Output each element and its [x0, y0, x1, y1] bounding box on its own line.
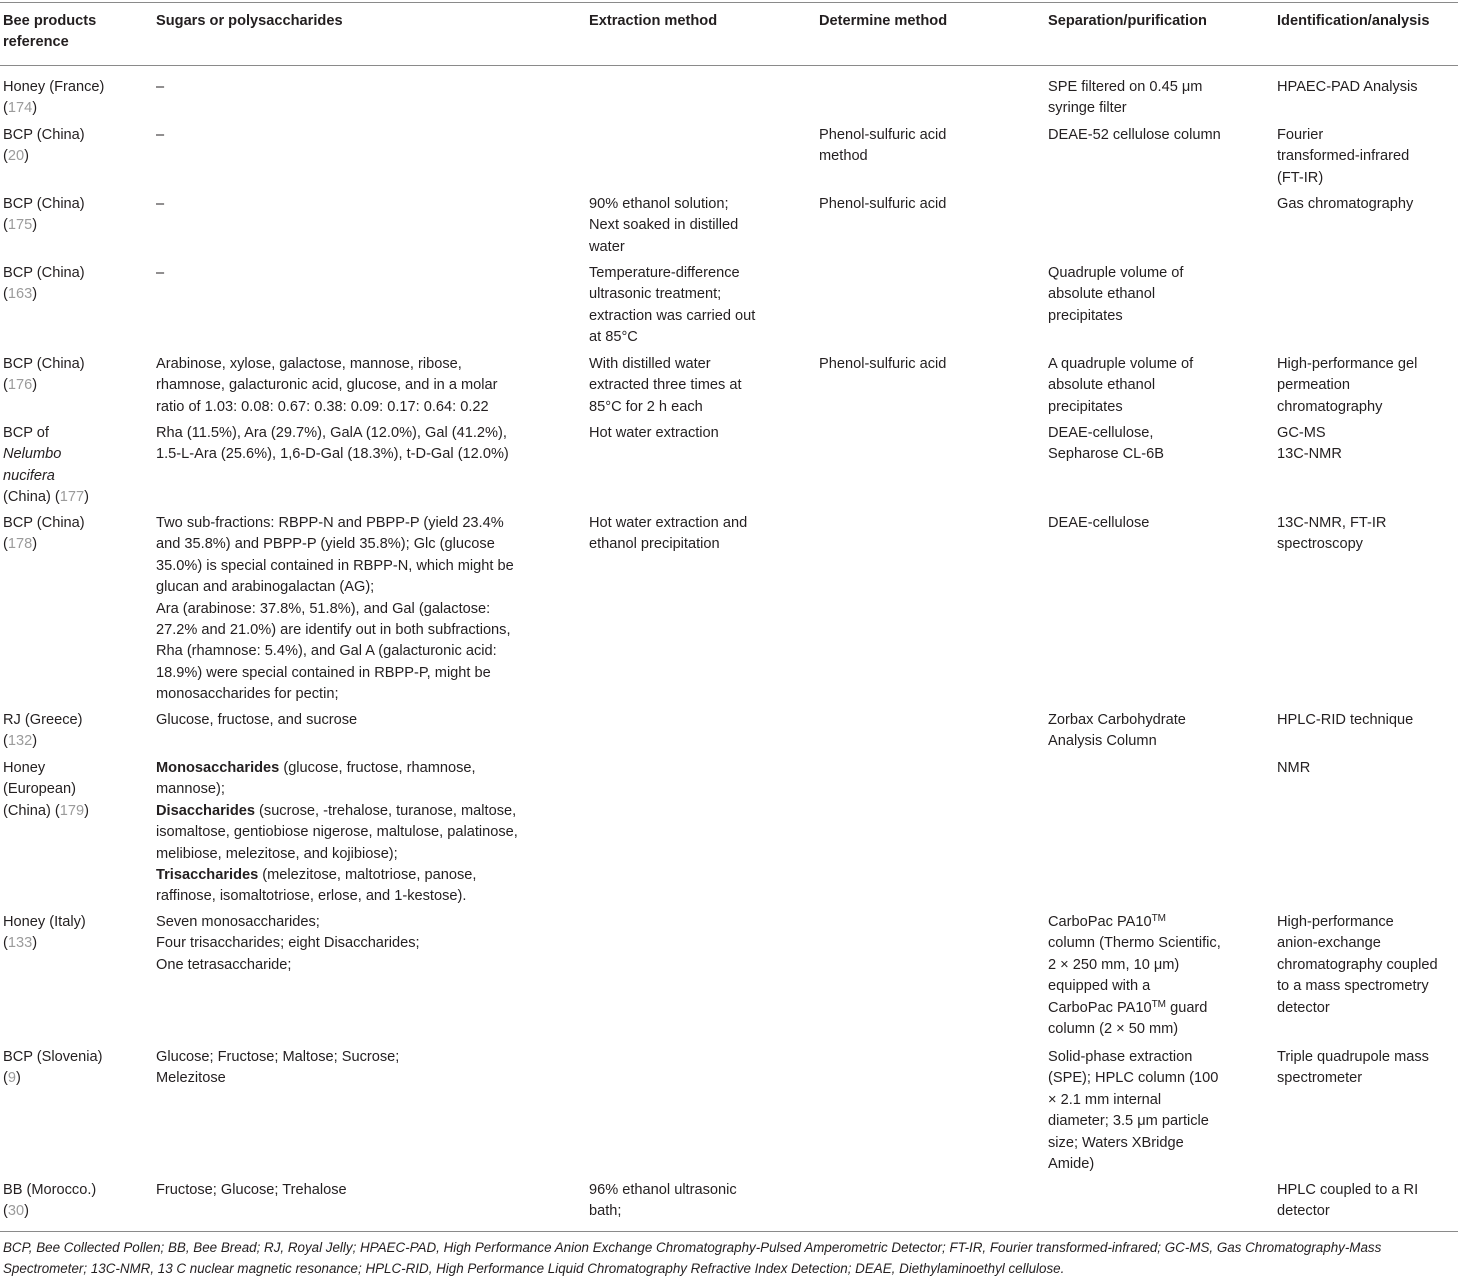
cell-sugars: – [156, 265, 165, 281]
cell-identification: HPAEC-PAD Analysis [1277, 79, 1418, 95]
table-footnote: BCP, Bee Collected Pollen; BB, Bee Bread; RJ, Royal Jelly; HPAEC-PAD, High Performance Anion Exchange Chromatography-Pulsed Amperometric Detector; FT-IR, Fourier transformed-infrared; GC-MS, Gas Chromatography-Mass Spectrometer; 13C-NMR, 13 C nuclear magnetic resonance; HPLC-RID, High Performance Liquid Chromatography Refractive Index Detection; DEAE, Diethylaminoethyl cellulose. [3, 1240, 1382, 1276]
cell-determine: Phenol-sulfuric acid method [819, 127, 947, 165]
cell-determine: Phenol-sulfuric acid [819, 196, 947, 212]
cell-reference: BCP (China) (176) [3, 356, 85, 394]
cell-separation: Quadruple volume of absolute ethanol precipitates [1048, 265, 1184, 324]
cell-reference: BCP (China) (178) [3, 515, 85, 553]
reference-link[interactable]: 179 [59, 802, 85, 819]
cell-separation: DEAE-52 cellulose column [1048, 127, 1221, 143]
cell-sugars: – [156, 127, 165, 143]
cell-identification: Gas chromatography [1277, 196, 1414, 212]
cell-sugars: Fructose; Glucose; Trehalose [156, 1182, 347, 1198]
reference-link[interactable]: 176 [7, 377, 33, 394]
cell-extraction: Hot water extraction [589, 425, 719, 441]
cell-sugars: Glucose; Fructose; Maltose; Sucrose; Melezitose [156, 1049, 400, 1087]
cell-identification: HPLC coupled to a RI detector [1277, 1182, 1419, 1220]
cell-extraction: With distilled water extracted three times at 85°C for 2 h each [589, 356, 742, 415]
reference-link[interactable]: 178 [7, 536, 33, 553]
cell-reference: BCP (China) (163) [3, 265, 85, 303]
cell-reference: BCP (Slovenia) (9) [3, 1049, 103, 1087]
cell-sugars: – [156, 79, 165, 95]
cell-separation: CarboPac PA10™ column (Thermo Scientific, 2 × 250 mm, 10 μm) equipped with a CarboPac PA10™ guard column (2 × 50 mm) [1048, 913, 1221, 1038]
reference-link[interactable]: 30 [7, 1203, 25, 1220]
cell-extraction: 96% ethanol ultrasonic bath; [589, 1182, 737, 1220]
cell-reference: Honey (European) (China) (179) [3, 760, 89, 819]
cell-identification: 13C-NMR, FT-IR spectroscopy [1277, 515, 1387, 553]
cell-reference: BCP of Nelumbo nucifera (China) (177) [3, 425, 89, 506]
cell-sugars: – [156, 196, 165, 212]
cell-identification: Fourier transformed-infrared (FT-IR) [1277, 127, 1410, 186]
reference-link[interactable]: 163 [7, 286, 33, 303]
cell-determine: Phenol-sulfuric acid [819, 356, 947, 372]
header-reference: Bee products reference [3, 13, 97, 51]
cell-sugars: Monosaccharides (glucose, fructose, rhamnose, mannose); Disaccharides (sucrose, -trehalose, turanose, maltose, isomaltose, gentiobiose nigerose, maltulose, palatinose, melibiose, melezitose, and kojibiose); Trisaccharides (melezitose, maltotriose, panose, raffinose, isomaltotriose, erlose, and 1-kestose). [156, 760, 518, 905]
cell-separation: DEAE-cellulose, Sepharose CL-6B [1048, 425, 1165, 463]
cell-reference: BB (Morocco.) (30) [3, 1182, 97, 1220]
cell-extraction: Temperature-difference ultrasonic treatment; extraction was carried out at 85°C [589, 265, 756, 346]
cell-reference: RJ (Greece) (132) [3, 712, 83, 750]
cell-sugars: Arabinose, xylose, galactose, mannose, ribose, rhamnose, galacturonic acid, glucose, and in a molar ratio of 1.03: 0.08: 0.67: 0.38: 0.09: 0.17: 0.64: 0.22 [156, 356, 498, 415]
cell-reference: BCP (China) (20) [3, 127, 85, 165]
cell-separation: A quadruple volume of absolute ethanol precipitates [1048, 356, 1194, 415]
cell-sugars: Rha (11.5%), Ara (29.7%), GalA (12.0%), Gal (41.2%), 1.5-L-Ara (25.6%), 1,6-D-Gal (18.3%), t-D-Gal (12.0%) [156, 425, 509, 463]
cell-identification: GC-MS 13C-NMR [1277, 425, 1342, 463]
cell-reference: BCP (China) (175) [3, 196, 85, 234]
cell-identification: High-performance anion-exchange chromatography coupled to a mass spectrometry detector [1277, 914, 1438, 1016]
cell-separation: SPE filtered on 0.45 μm syringe filter [1048, 79, 1203, 117]
reference-link[interactable]: 133 [7, 935, 33, 952]
top-rule [0, 2, 1458, 3]
header-extraction: Extraction method [589, 13, 718, 29]
cell-separation: Zorbax Carbohydrate Analysis Column [1048, 712, 1186, 750]
cell-extraction: Hot water extraction and ethanol precipitation [589, 515, 748, 553]
reference-link[interactable]: 174 [7, 100, 33, 117]
cell-identification: NMR [1277, 760, 1311, 776]
cell-extraction: 90% ethanol solution; Next soaked in distilled water [589, 196, 739, 255]
cell-reference: Honey (France) (174) [3, 79, 105, 117]
header-sugars: Sugars or polysaccharides [156, 13, 343, 29]
cell-reference: Honey (Italy) (133) [3, 914, 86, 952]
header-rule [0, 65, 1458, 66]
reference-link[interactable]: 132 [7, 733, 33, 750]
reference-link[interactable]: 177 [59, 489, 85, 506]
reference-link[interactable]: 9 [7, 1070, 16, 1087]
cell-sugars: Glucose, fructose, and sucrose [156, 712, 358, 728]
cell-identification: HPLC-RID technique [1277, 712, 1414, 728]
bottom-rule [0, 1231, 1458, 1232]
reference-link[interactable]: 175 [7, 217, 33, 234]
header-determine: Determine method [819, 13, 948, 29]
cell-identification: High-performance gel permeation chromatography [1277, 356, 1418, 415]
header-identification: Identification/analysis [1277, 13, 1430, 29]
cell-sugars: Seven monosaccharides; Four trisaccharides; eight Disaccharides; One tetrasaccharide; [156, 914, 420, 973]
header-separation: Separation/purification [1048, 13, 1207, 29]
cell-separation: Solid-phase extraction (SPE); HPLC column (100 × 2.1 mm internal diameter; 3.5 μm particle size; Waters XBridge Amide) [1048, 1049, 1219, 1173]
cell-sugars: Two sub-fractions: RBPP-N and PBPP-P (yield 23.4% and 35.8%) and PBPP-P (yield 35.8%); Glc (glucose 35.0%) is special contained in RBPP-N, which might be glucan and arabinogalactan (AG); Ara (arabinose: 37.8%, 51.8%), and Gal (galactose: 27.2% and 21.0%) are identify out in both subfractions, Rha (rhamnose: 5.4%), and Gal A (galacturonic acid: 18.9%) were special contained in RBPP-P, might be monosaccharides for pectin; [156, 515, 514, 703]
cell-separation: DEAE-cellulose [1048, 515, 1150, 531]
reference-link[interactable]: 20 [7, 148, 25, 165]
cell-identification: Triple quadrupole mass spectrometer [1277, 1049, 1429, 1087]
